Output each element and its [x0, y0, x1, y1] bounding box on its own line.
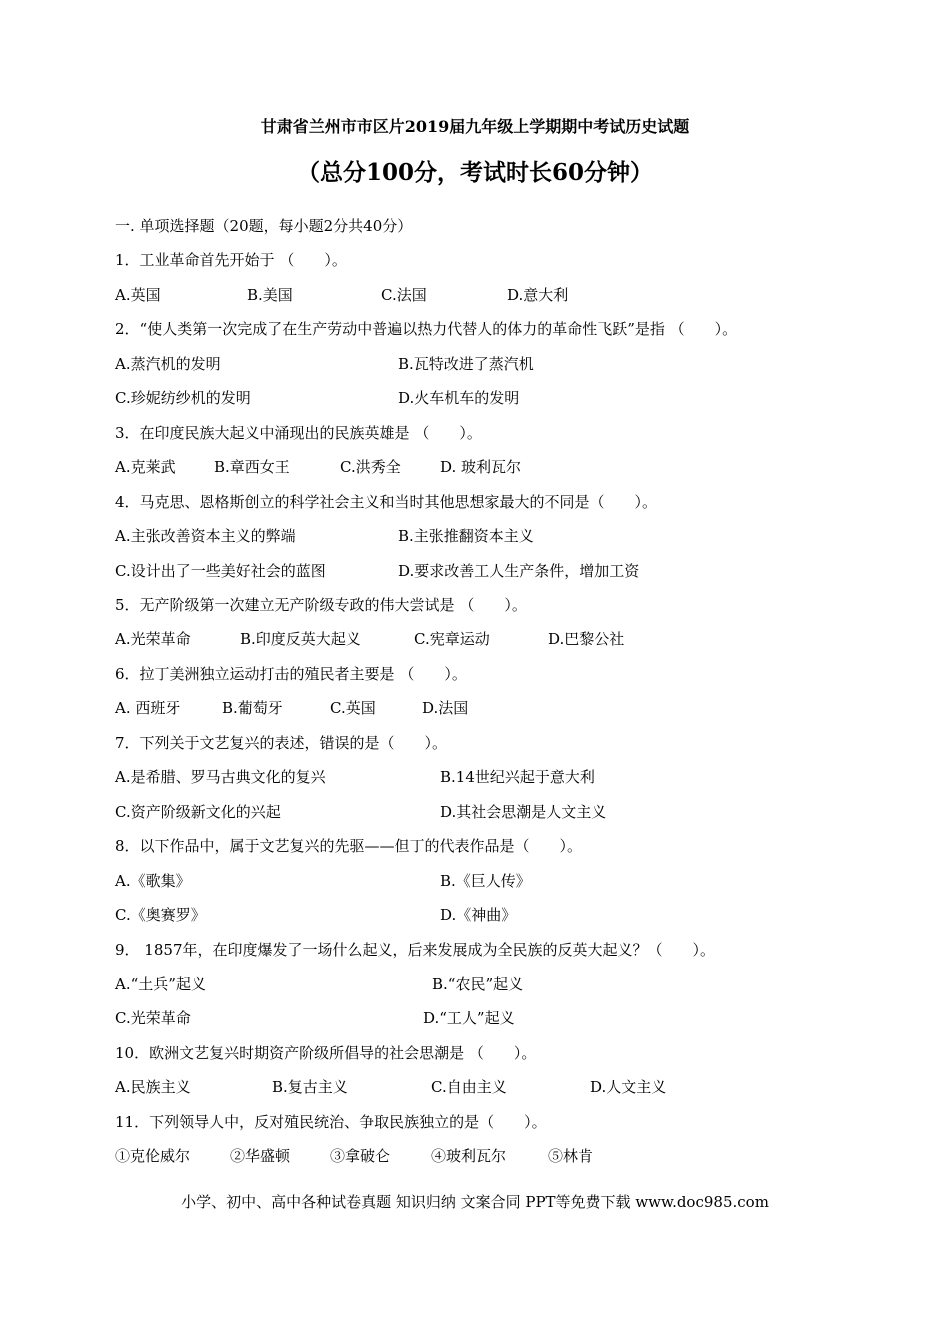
option-b: B.复古主义: [272, 1078, 348, 1096]
option-c: C.宪章运动: [414, 630, 490, 648]
option-c: C.《奥赛罗》: [115, 906, 206, 924]
section-heading: 一. 单项选择题（20题，每小题2分共40分）: [115, 217, 413, 235]
option-a: A.蒸汽机的发明: [115, 355, 221, 373]
question-stem: 7．下列关于文艺复兴的表述，错误的是（ ）。: [115, 734, 448, 752]
footer-watermark: 小学、初中、高中各种试卷真题 知识归纳 文案合同 PPT等免费下载 www.doc985.com: [181, 1193, 769, 1211]
option-b: B.《巨人传》: [440, 872, 531, 890]
option-d: D.“工人”起义: [423, 1009, 515, 1027]
option-c: C.英国: [330, 699, 376, 717]
option-a: A.民族主义: [115, 1078, 191, 1096]
option-d: D. 玻利瓦尔: [440, 458, 522, 476]
option-b: B.印度反英大起义: [240, 630, 361, 648]
option-c: C.光荣革命: [115, 1009, 191, 1027]
option-d: D.巴黎公社: [548, 630, 625, 648]
option-d: D.其社会思潮是人文主义: [440, 803, 607, 821]
question-stem: 5．无产阶级第一次建立无产阶级专政的伟大尝试是 （ ）。: [115, 596, 527, 614]
question-stem: 8．以下作品中，属于文艺复兴的先驱——但丁的代表作品是（ ）。: [115, 837, 583, 855]
option-b: B.瓦特改进了蒸汽机: [398, 355, 534, 373]
option-a: A.英国: [115, 286, 161, 304]
choice-1: ①克伦威尔: [115, 1147, 191, 1165]
option-a: A.“土兵”起义: [115, 975, 206, 993]
question-stem: 4．马克思、恩格斯创立的科学社会主义和当时其他思想家最大的不同是（ ）。: [115, 493, 658, 511]
option-a: A.光荣革命: [115, 630, 191, 648]
exam-title: 甘肃省兰州市市区片2019届九年级上学期期中考试历史试题: [260, 117, 690, 136]
option-c: C.法国: [381, 286, 427, 304]
option-d: D.法国: [422, 699, 469, 717]
question-stem: 6．拉丁美洲独立运动打击的殖民者主要是 （ ）。: [115, 665, 467, 683]
option-d: D.要求改善工人生产条件，增加工资: [398, 562, 640, 580]
option-a: A. 西班牙: [115, 699, 181, 717]
option-c: C.洪秀全: [340, 458, 401, 476]
choice-3: ③拿破仑: [330, 1147, 391, 1165]
choice-2: ②华盛顿: [230, 1147, 291, 1165]
question-stem: 9． 1857年，在印度爆发了一场什么起义，后来发展成为全民族的反英大起义？（ ）。: [115, 941, 715, 959]
option-c: C.自由主义: [431, 1078, 507, 1096]
question-stem: 2．“使人类第一次完成了在生产劳动中普遍以热力代替人的体力的革命性飞跃”是指 （ ）。: [115, 320, 738, 338]
option-b: B.“农民”起义: [432, 975, 524, 993]
choice-4: ④玻利瓦尔: [431, 1147, 507, 1165]
option-b: B.14世纪兴起于意大利: [440, 768, 595, 786]
option-a: A.克莱武: [115, 458, 176, 476]
option-b: B.主张推翻资本主义: [398, 527, 534, 545]
option-d: D.人文主义: [590, 1078, 667, 1096]
option-c: C.资产阶级新文化的兴起: [115, 803, 281, 821]
option-d: D.火车机车的发明: [398, 389, 520, 407]
question-stem: 1．工业革命首先开始于 （ ）。: [115, 251, 347, 269]
option-a: A.《歌集》: [115, 872, 191, 890]
exam-subtitle: （总分100分，考试时长60分钟）: [296, 159, 654, 186]
option-b: B.章西女王: [214, 458, 290, 476]
option-a: A.是希腊、罗马古典文化的复兴: [115, 768, 326, 786]
option-b: B.美国: [247, 286, 293, 304]
option-c: C.设计出了一些美好社会的蓝图: [115, 562, 326, 580]
option-d: D.《神曲》: [440, 906, 517, 924]
choice-5: ⑤林肯: [548, 1147, 594, 1165]
question-stem: 10．欧洲文艺复兴时期资产阶级所倡导的社会思潮是 （ ）。: [115, 1044, 537, 1062]
option-a: A.主张改善资本主义的弊端: [115, 527, 296, 545]
question-stem: 11．下列领导人中，反对殖民统治、争取民族独立的是（ ）。: [115, 1113, 547, 1131]
question-stem: 3．在印度民族大起义中涌现出的民族英雄是 （ ）。: [115, 424, 482, 442]
option-c: C.珍妮纺纱机的发明: [115, 389, 251, 407]
option-d: D.意大利: [507, 286, 569, 304]
option-b: B.葡萄牙: [222, 699, 283, 717]
